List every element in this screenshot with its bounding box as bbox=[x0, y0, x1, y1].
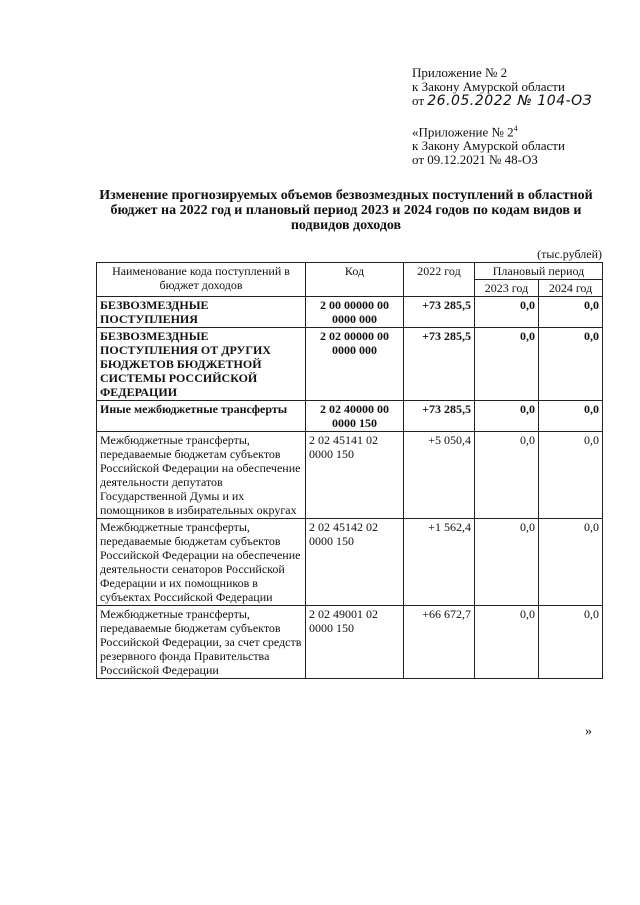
row-code-cell: 2 02 49001 02 0000 150 bbox=[306, 606, 404, 679]
header-2022: 2022 год bbox=[404, 263, 475, 297]
table-row bbox=[97, 328, 603, 401]
row-2023-cell: 0,0 bbox=[475, 328, 539, 401]
previous-annex-header bbox=[412, 122, 565, 167]
units-label: (тыс.рублей) bbox=[537, 247, 602, 261]
row-name-cell: БЕЗВОЗМЕЗДНЫЕ ПОСТУПЛЕНИЯ bbox=[97, 297, 306, 328]
row-2024-cell: 0,0 bbox=[539, 401, 603, 432]
table-row bbox=[97, 432, 603, 519]
row-2022-cell: +66 672,7 bbox=[404, 606, 475, 679]
row-name-cell: Иные межбюджетные трансферты bbox=[97, 401, 306, 432]
row-2024-cell: 0,0 bbox=[539, 606, 603, 679]
document-title: Изменение прогнозируемых объемов безвозмездных поступлений в областной бюджет на 2022 год и плановый период 2023 и 2024 годов по кодам видов и подвидов доходов bbox=[99, 188, 593, 233]
annex-superscript: 4 bbox=[513, 124, 518, 133]
row-2023-cell: 0,0 bbox=[475, 401, 539, 432]
header-planned-period: Плановый период bbox=[475, 263, 603, 280]
row-name-cell: Межбюджетные трансферты, передаваемые бюджетам субъектов Российской Федерации на обеспечение деятельности сенаторов Российской Федерации и их помощников в субъектах Российской Федерации bbox=[97, 519, 306, 606]
row-2022-cell: +5 050,4 bbox=[404, 432, 475, 519]
header-2023: 2023 год bbox=[475, 280, 539, 297]
annex-header bbox=[412, 66, 592, 108]
row-2024-cell: 0,0 bbox=[539, 297, 603, 328]
row-code-cell: 2 02 00000 00 0000 000 bbox=[306, 328, 404, 401]
table-header-row bbox=[97, 263, 603, 280]
row-2024-cell: 0,0 bbox=[539, 519, 603, 606]
row-2023-cell: 0,0 bbox=[475, 519, 539, 606]
closing-quote: » bbox=[585, 724, 592, 739]
row-2022-cell: +1 562,4 bbox=[404, 519, 475, 606]
table-row bbox=[97, 297, 603, 328]
law-date-line bbox=[412, 94, 592, 108]
row-2024-cell: 0,0 bbox=[539, 328, 603, 401]
header-name: Наименование кода поступлений в бюджет доходов bbox=[97, 263, 306, 297]
row-2024-cell: 0,0 bbox=[539, 432, 603, 519]
previous-annex-number: «Приложение № $2^4$ bbox=[412, 124, 518, 140]
row-2023-cell: 0,0 bbox=[475, 606, 539, 679]
table-row bbox=[97, 606, 603, 679]
revenue-table bbox=[96, 262, 603, 679]
row-2023-cell: 0,0 bbox=[475, 297, 539, 328]
from-prefix: от bbox=[412, 93, 425, 108]
table-row bbox=[97, 401, 603, 432]
row-2022-cell: +73 285,5 bbox=[404, 401, 475, 432]
law-reference: к Закону Амурской области bbox=[412, 79, 565, 94]
row-name-cell: Межбюджетные трансферты, передаваемые бюджетам субъектов Российской Федерации, за счет средств резервного фонда Правительства Российской Федерации bbox=[97, 606, 306, 679]
row-code-cell: 2 00 00000 00 0000 000 bbox=[306, 297, 404, 328]
row-code-cell: 2 02 45141 02 0000 150 bbox=[306, 432, 404, 519]
annex-number: Приложение № 2 bbox=[412, 65, 508, 80]
row-2022-cell: +73 285,5 bbox=[404, 328, 475, 401]
previous-law-reference: к Закону Амурской области bbox=[412, 138, 565, 154]
header-2024: 2024 год bbox=[539, 280, 603, 297]
row-2023-cell: 0,0 bbox=[475, 432, 539, 519]
previous-law-date: от 09.12.2021 № 48-ОЗ bbox=[412, 152, 538, 168]
row-code-cell: 2 02 45142 02 0000 150 bbox=[306, 519, 404, 606]
handwritten-date: 26.05.2022 № 104-ОЗ bbox=[427, 93, 593, 109]
row-name-cell: Межбюджетные трансферты, передаваемые бюджетам субъектов Российской Федерации на обеспечение деятельности депутатов Государственной Думы и их помощников в избирательных округах bbox=[97, 432, 306, 519]
row-2022-cell: +73 285,5 bbox=[404, 297, 475, 328]
table-row bbox=[97, 519, 603, 606]
row-name-cell: БЕЗВОЗМЕЗДНЫЕ ПОСТУПЛЕНИЯ ОТ ДРУГИХ БЮДЖЕТОВ БЮДЖЕТНОЙ СИСТЕМЫ РОССИЙСКОЙ ФЕДЕРАЦИИ bbox=[97, 328, 306, 401]
header-code: Код bbox=[306, 263, 404, 297]
row-code-cell: 2 02 40000 00 0000 150 bbox=[306, 401, 404, 432]
